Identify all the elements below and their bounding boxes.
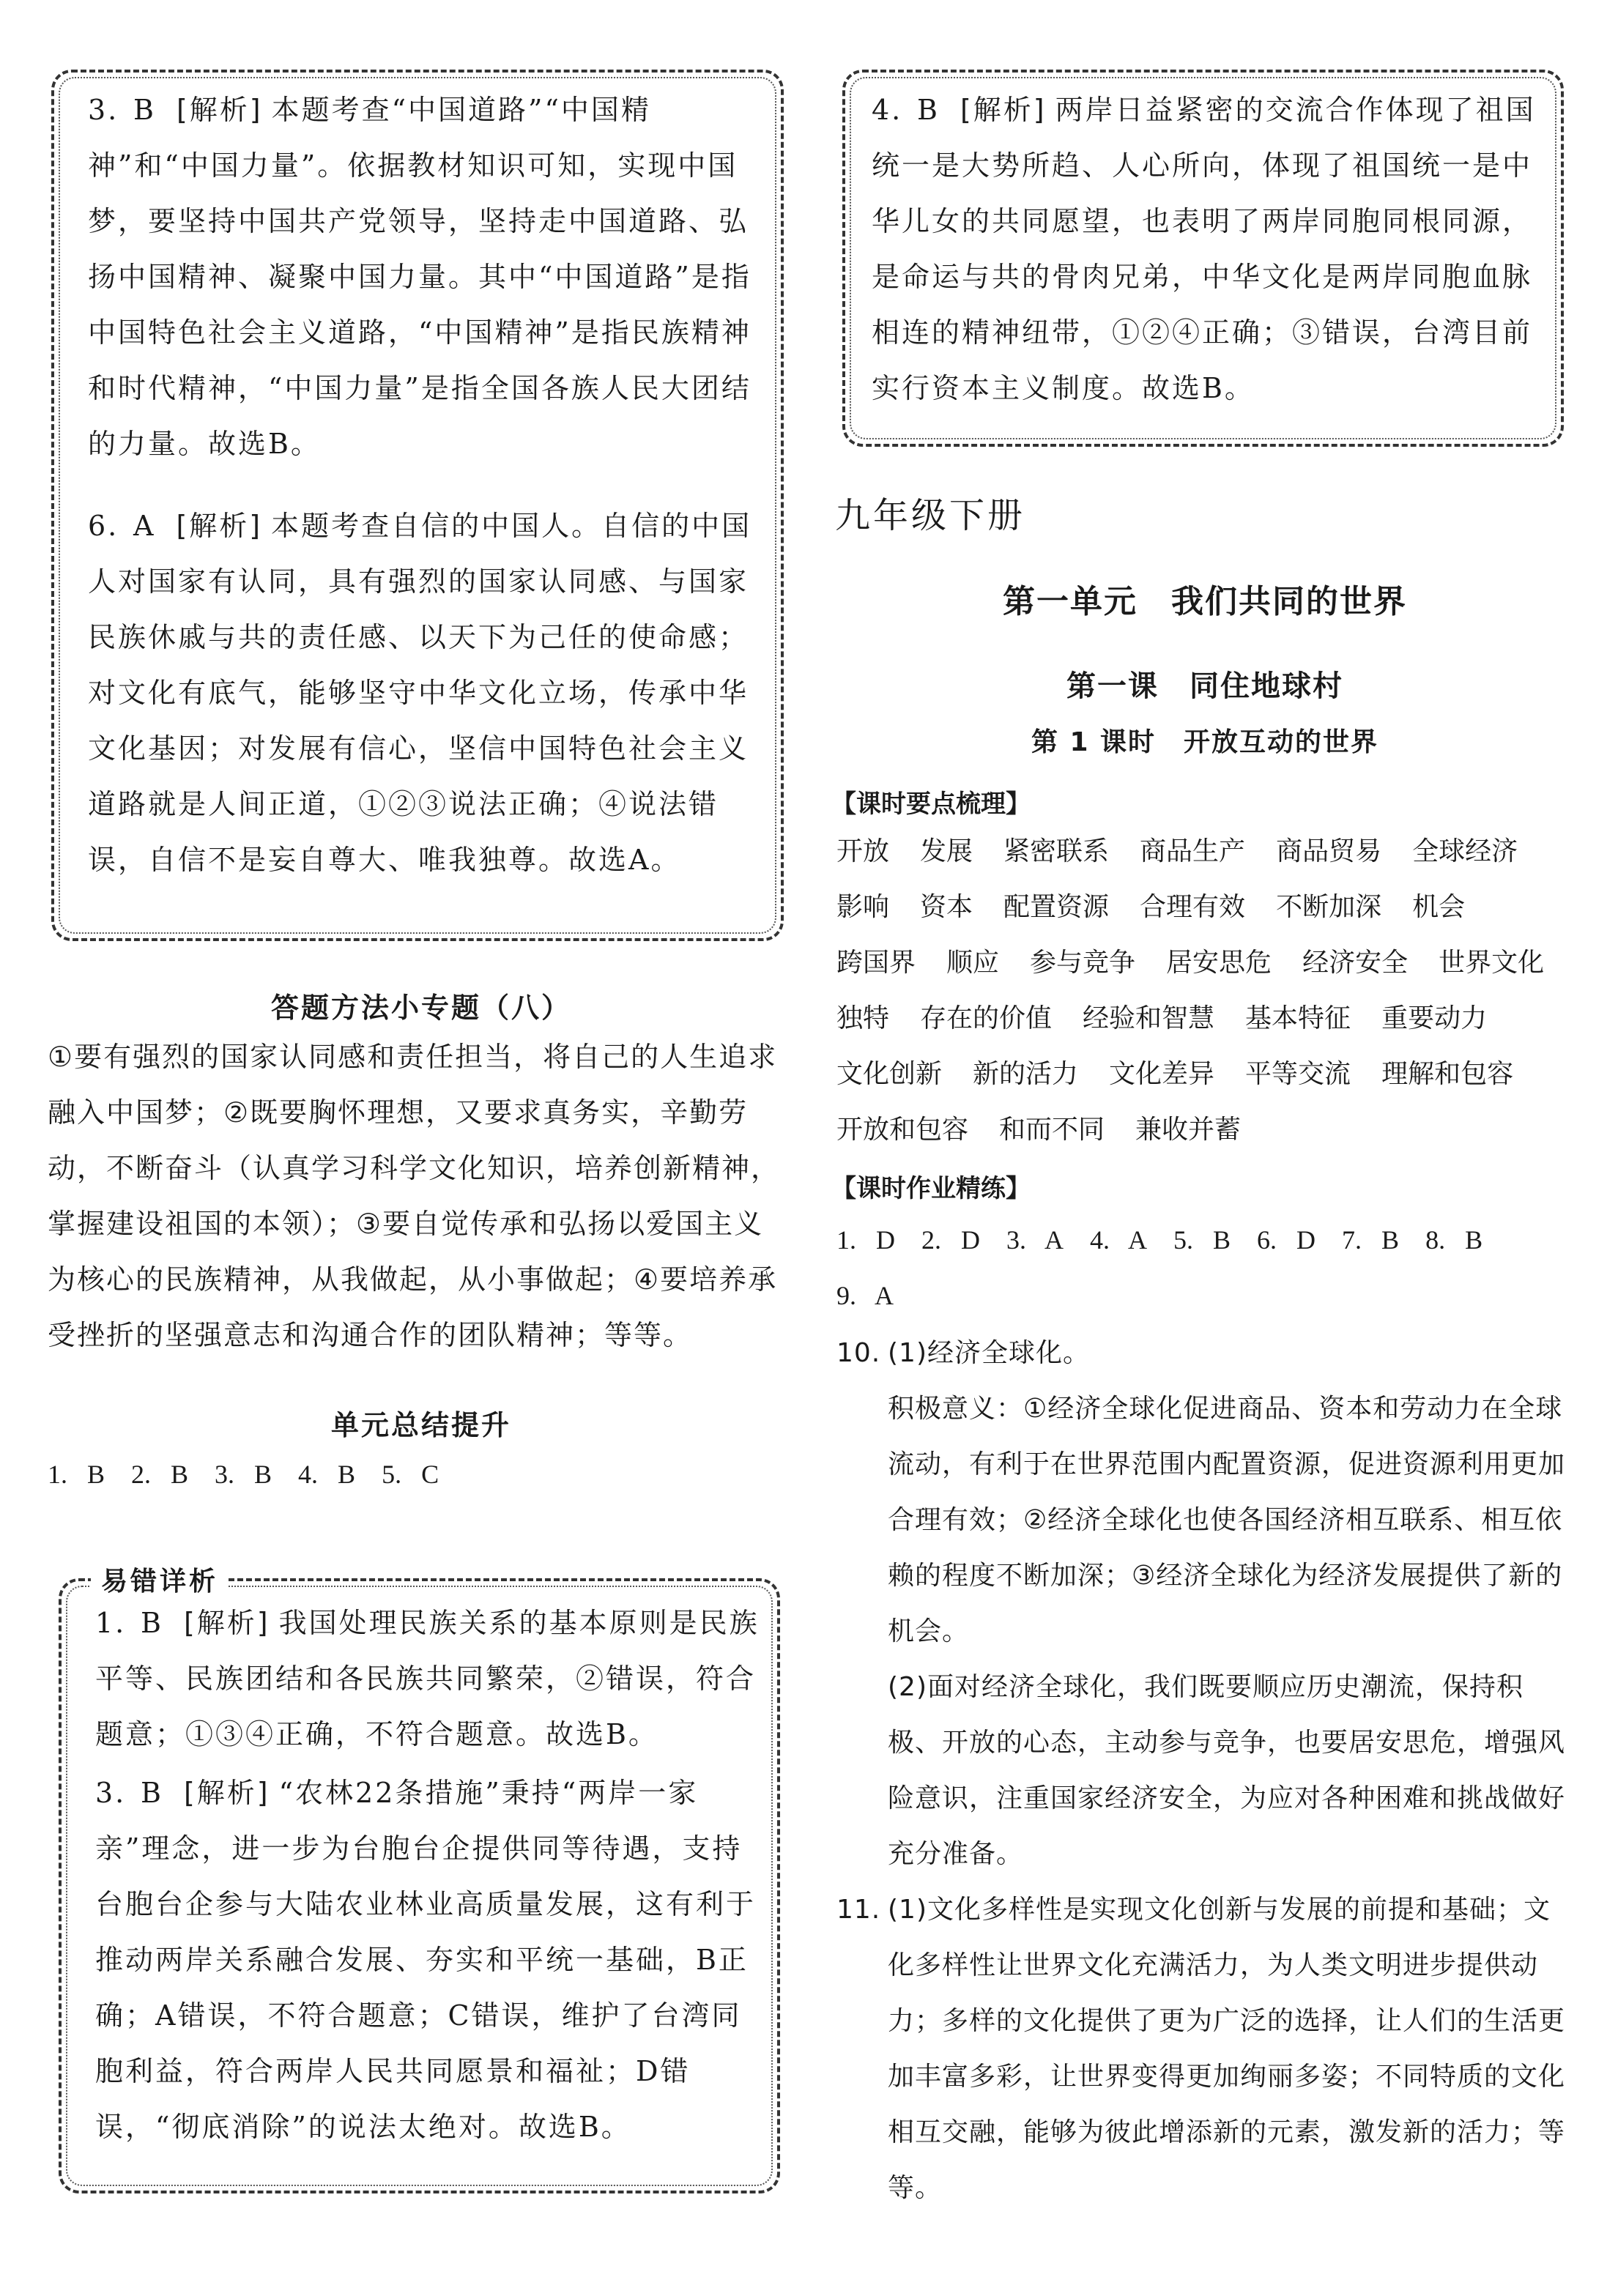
keyword: 和而不同 <box>999 1115 1105 1145</box>
keyword: 商品贸易 <box>1276 836 1382 866</box>
keyword-row <box>836 1047 1544 1102</box>
answer-entry: 3. B <box>215 1460 272 1489</box>
lesson-title: 第一课 同住地球村 <box>1066 669 1343 703</box>
answer-entry: 1. B <box>48 1460 105 1489</box>
answer-entry: 2. B <box>131 1460 189 1489</box>
keyword: 配置资源 <box>1003 892 1110 922</box>
analysis-text: 我国处理民族关系的基本原则是民族平等、民族团结和各民族共同繁荣，②错误，符合题意；①③④正确，不符合题意。故选B。 <box>95 1607 760 1750</box>
answer-entry: 2. D <box>921 1225 980 1255</box>
question-number: 1. <box>95 1607 127 1639</box>
answer-entry: 4. B <box>298 1460 356 1489</box>
keyword: 基本特征 <box>1245 1003 1351 1033</box>
keyword: 世界文化 <box>1439 948 1545 978</box>
error-analysis-label: 易错详析 <box>91 1561 229 1598</box>
question-item <box>95 1595 762 1762</box>
keyword: 影响 <box>836 892 890 922</box>
keyword: 全球经济 <box>1412 836 1518 866</box>
analysis-text: 两岸日益紧密的交流合作体现了祖国统一是大势所趋、人心所向，体现了祖国统一是中华儿女的共同愿望，也表明了两岸同胞同根同源，是命运与共的骨肉兄弟，中华文化是两岸同胞血脉相连的精神纽带，①②④正确；③错误，台湾目前实行资本主义制度。故选B。 <box>872 94 1536 404</box>
keyword: 顺应 <box>946 948 1000 978</box>
keyword: 平等交流 <box>1245 1059 1351 1089</box>
answer-entry: 5. C <box>382 1460 439 1489</box>
answer-letter: B <box>141 1777 163 1809</box>
question-number: 11. <box>836 1895 881 1925</box>
keyword: 经济安全 <box>1302 948 1409 978</box>
analysis-text: 本题考查自信的中国人。自信的中国人对国家有认同，具有强烈的国家认同感、与国家民族休戚与共的责任感、以天下为己任的使命感；对文化有底气，能够坚守中华文化立场，传承中华文化基因；对发展有信心，坚信中国特色社会主义道路就是人间正道，①②③说法正确；④说法错误，自信不是妄自尊大、唯我独尊。故选A。 <box>88 510 752 876</box>
analysis-text: 本题考查“中国道路”“中国精神”和“中国力量”。依据教材知识可知，实现中国梦，要坚持中国共产党领导，坚持走中国道路、弘扬中国精神、凝聚中国力量。其中“中国道路”是指中国特色社会主义道路，“中国精神”是指民族精神和时代精神，“中国力量”是指全国各族人民大团结的力量。故选B。 <box>88 94 752 460</box>
method-topic-title: 答题方法小专题（八） <box>270 992 571 1024</box>
unit-summary-answers <box>48 1446 780 1502</box>
keyword: 开放 <box>836 836 890 866</box>
keyword: 经验和智慧 <box>1083 1003 1215 1033</box>
answer-entry: 7. B <box>1342 1225 1400 1255</box>
homework-answers-row <box>836 1268 1576 1323</box>
unit-title: 第一单元 我们共同的世界 <box>1003 583 1407 620</box>
keyword: 开放和包容 <box>836 1115 969 1145</box>
keyword: 发展 <box>920 836 973 866</box>
q11-text: (1)文化多样性是实现文化创新与发展的前提和基础；文化多样性让世界文化充满活力，为人类文明进步提供动力；多样的文化提供了更为广泛的选择，让人们的生活更加丰富多彩，让世界变得更加绚丽多姿；不同特质的文化相互交融，能够为彼此增添新的元素，激发新的活力；等等。 <box>888 1895 1566 2203</box>
keyword: 居安思危 <box>1166 948 1272 978</box>
question-number: 6. <box>88 510 119 542</box>
keyword: 文化创新 <box>836 1059 943 1089</box>
keyword: 商品生产 <box>1140 836 1246 866</box>
answer-entry: 8. B <box>1425 1225 1483 1255</box>
keyword: 独特 <box>836 1003 890 1033</box>
keyword: 资本 <box>920 892 973 922</box>
homework-label: 【课时作业精练】 <box>831 1174 1031 1203</box>
keyword: 紧密联系 <box>1003 836 1110 866</box>
question-item <box>95 1765 762 2155</box>
keyword-row <box>836 824 1548 880</box>
keyword: 文化差异 <box>1109 1059 1215 1089</box>
question-10 <box>836 1326 1576 1875</box>
keyword: 存在的价值 <box>920 1003 1053 1033</box>
keyword: 重要动力 <box>1381 1003 1488 1033</box>
analysis-tag: [解析] <box>183 1607 270 1639</box>
keyword: 合理有效 <box>1140 892 1246 922</box>
method-topic-text: ①要有强烈的国家认同感和责任担当，将自己的人生追求融入中国梦；②既要胸怀理想，又要求真务实，辛勤劳动，不断奋斗（认真学习科学文化知识，培养创新精神，掌握建设祖国的本领）；③要自觉传承和弘扬以爱国主义为核心的民族精神，从我做起，从小事做起；④要培养承受挫折的坚强意志和沟通合作的团队精神；等等。 <box>48 1041 781 1351</box>
keyword: 兼收并蓄 <box>1135 1115 1242 1145</box>
q10-part2: (2)面对经济全球化，我们既要顺应历史潮流，保持积极、开放的心态，主动参与竞争，也要居安思危，增强风险意识，注重国家经济安全，为应对各种困难和挑战做好充分准备。 <box>888 1672 1566 1869</box>
question-number: 10. <box>836 1338 881 1368</box>
keyword-row <box>836 880 1496 935</box>
homework-answers-row <box>836 1212 1576 1268</box>
keyword-row <box>836 1102 1272 1158</box>
period-title: 第 1 课时 开放互动的世界 <box>1031 727 1379 757</box>
answer-letter: B <box>133 94 156 126</box>
keyword-row <box>836 991 1518 1047</box>
question-number: 4. <box>872 94 903 126</box>
answer-entry: 4. A <box>1090 1225 1148 1255</box>
key-points-label: 【课时要点梳理】 <box>831 790 1031 819</box>
keyword: 不断加深 <box>1276 892 1382 922</box>
keyword: 跨国界 <box>836 948 916 978</box>
keyword: 参与竞争 <box>1030 948 1136 978</box>
answer-entry: 3. A <box>1006 1225 1064 1255</box>
question-item <box>872 82 1545 416</box>
analysis-tag: [解析] <box>183 1777 270 1809</box>
keyword: 新的活力 <box>973 1059 1079 1089</box>
unit-summary-title: 单元总结提升 <box>330 1409 511 1441</box>
analysis-tag: [解析] <box>960 94 1047 126</box>
answer-letter: B <box>917 94 940 126</box>
keyword-row <box>836 935 1575 991</box>
keyword: 理解和包容 <box>1381 1059 1514 1089</box>
analysis-tag: [解析] <box>176 510 263 542</box>
book-title: 九年级下册 <box>835 495 1026 536</box>
answer-entry: 1. D <box>836 1225 895 1255</box>
question-number: 3. <box>88 94 119 126</box>
analysis-tag: [解析] <box>176 94 263 126</box>
keyword: 机会 <box>1412 892 1466 922</box>
answer-entry: 5. B <box>1173 1225 1231 1255</box>
analysis-text: “农林22条措施”秉持“两岸一家亲”理念，进一步为台胞台企提供同等待遇，支持台胞台企参与大陆农业林业高质量发展，这有利于推动两岸关系融合发展、夯实和平统一基础，B正确；A错误，不符合题意；C错误，维护了台湾同胞利益，符合两岸人民共同愿景和福祉；D错误，“彻底消除”的说法太绝对。故选B。 <box>95 1777 757 2143</box>
question-item <box>88 82 769 472</box>
question-item <box>88 498 769 888</box>
question-11 <box>836 1882 1576 2278</box>
answer-letter: A <box>133 510 156 542</box>
answer-entry: 9. A <box>836 1281 894 1310</box>
answer-letter: B <box>141 1607 163 1639</box>
question-number: 3. <box>95 1777 127 1809</box>
q10-significance: 积极意义：①经济全球化促进商品、资本和劳动力在全球流动，有利于在世界范围内配置资源，促进资源利用更加合理有效；②经济全球化也使各国经济相互联系、相互依赖的程度不断加深；③经济全球化为经济发展提供了新的机会。 <box>888 1394 1566 1646</box>
answer-entry: 6. D <box>1257 1225 1316 1255</box>
q10-part1: (1)经济全球化。 <box>888 1338 1090 1368</box>
